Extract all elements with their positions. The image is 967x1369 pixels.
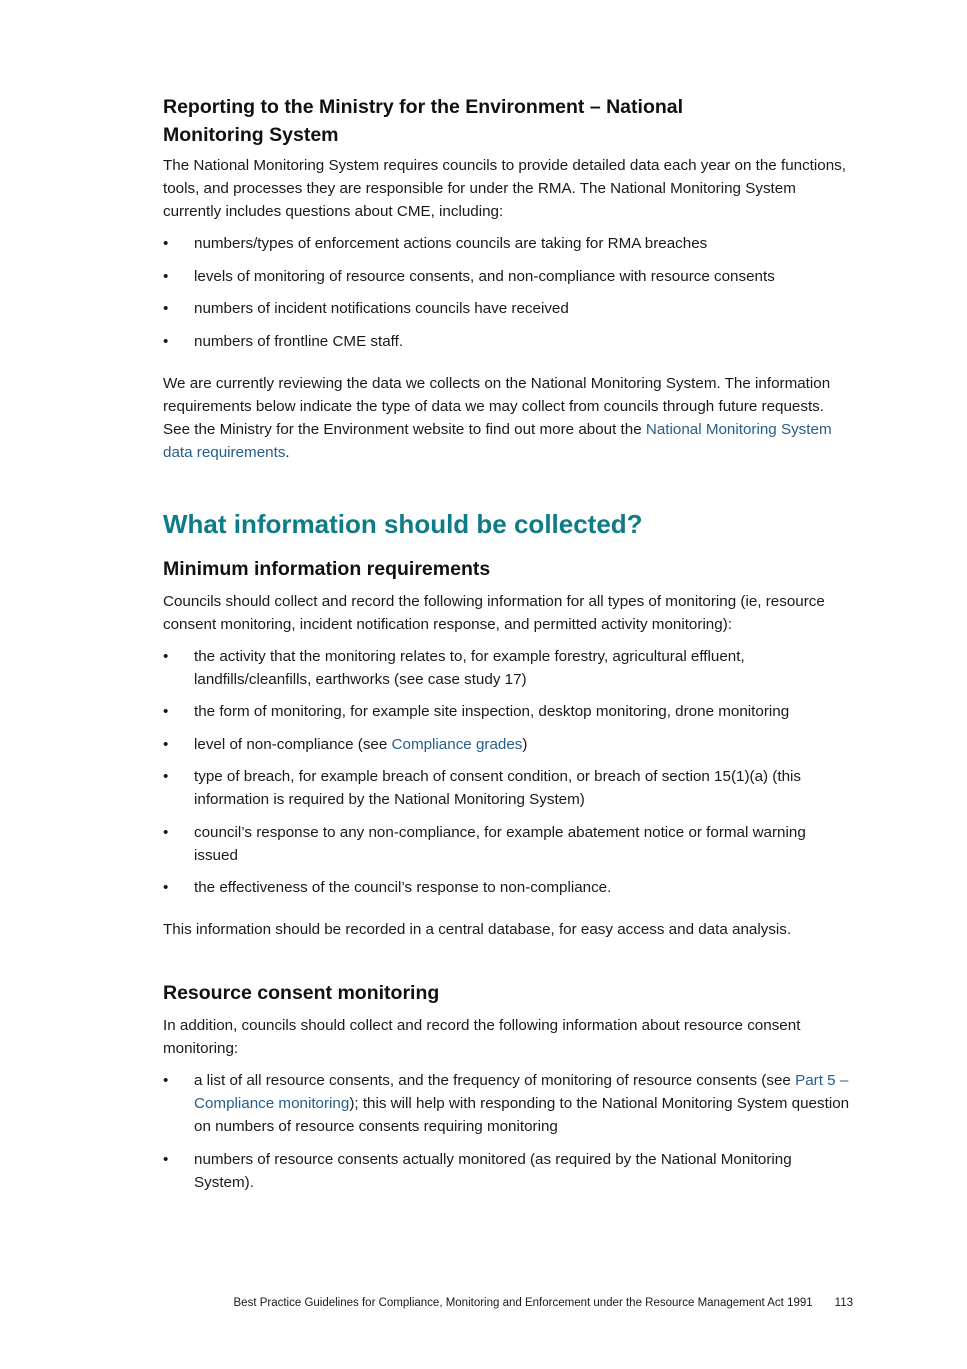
list-item: • the activity that the monitoring relates to, for example forestry, agricultural effluent, landfills/cleanfills, earthworks (see case study 17) (163, 645, 853, 691)
list-item: • a list of all resource consents, and the frequency of monitoring of resource consents (see Part 5 – Compliance monitoring); this will help with responding to the National Monitoring System question on numbers of resource consents requiring monitoring (163, 1069, 853, 1138)
bullet-icon: • (163, 300, 169, 317)
list-item: • the effectiveness of the council’s response to non-compliance. (163, 876, 853, 899)
bullet-icon: • (163, 768, 169, 785)
bullet-icon: • (163, 235, 169, 252)
part5-compliance-monitoring-link[interactable]: Part 5 – Compliance monitoring (194, 1072, 849, 1112)
bullet-icon: • (163, 823, 169, 841)
heading-line-2: Monitoring System (163, 124, 339, 146)
bullet-icon: • (163, 879, 169, 896)
min-req-intro-paragraph: Councils should collect and record the following information for all types of monitoring (ie, resource consent monitoring, incident notification response, and permitted activity monitoring): (163, 592, 825, 633)
list-item: • numbers of frontline CME staff. (163, 330, 853, 353)
review-paragraph: We are currently reviewing the data we collects on the National Monitoring System. The information requirements below indicate the type of data we may collect from councils through future requests. See the Ministry for the Environment website to find out more about the National Monitoring System data requirements. (163, 374, 832, 461)
list-item: • the form of monitoring, for example site inspection, desktop monitoring, drone monitoring (163, 700, 853, 723)
subheading-minimum-requirements: Minimum information requirements (163, 557, 491, 580)
list-item: • numbers/types of enforcement actions councils are taking for RMA breaches (163, 232, 853, 255)
list-item: • council’s response to any non-compliance, for example abatement notice or formal warning issued (163, 821, 853, 867)
list-item: • numbers of incident notifications councils have received (163, 297, 853, 320)
footer-text: Best Practice Guidelines for Compliance, Monitoring and Enforcement under the Resource Management Act 1991 (233, 1297, 813, 1309)
list-item: • numbers of resource consents actually monitored (as required by the National Monitoring System). (163, 1148, 853, 1194)
nms-bullet-list (163, 232, 853, 353)
page-number: 113 (834, 1297, 853, 1309)
bullet-icon: • (163, 332, 169, 350)
section-heading-national-monitoring (163, 93, 853, 149)
min-req-bullet-list (163, 645, 853, 900)
bullet-icon: • (163, 1150, 169, 1168)
page-title: What information should be collected? (163, 508, 643, 539)
list-item: • level of non-compliance (see Compliance grades) (163, 733, 853, 756)
bullet-icon: • (163, 267, 169, 285)
nms-data-requirements-link[interactable]: National Monitoring System data requirements (163, 420, 832, 461)
nms-intro-paragraph: The National Monitoring System requires councils to provide detailed data each year on the functions, tools, and processes they are responsible for under the RMA. The National Monitoring System currently includes questions about CME, including: (163, 157, 846, 220)
rcm-intro-paragraph: In addition, councils should collect and record the following information about resource consent monitoring: (163, 1017, 801, 1057)
rcm-bullet-list (163, 1069, 853, 1194)
bullet-icon: • (163, 735, 169, 753)
page-footer (0, 1297, 853, 1309)
bullet-icon: • (163, 1072, 169, 1089)
list-item: • type of breach, for example breach of consent condition, or breach of section 15(1)(a) (this information is required by the National Monitoring System) (163, 765, 853, 811)
document-page (163, 93, 853, 1194)
compliance-grades-link[interactable]: Compliance grades (391, 735, 523, 753)
subheading-resource-consent-monitoring: Resource consent monitoring (163, 982, 440, 1004)
heading-line-1: Reporting to the Ministry for the Environment – National (163, 96, 684, 118)
bullet-icon: • (163, 703, 169, 720)
list-item: • levels of monitoring of resource consents, and non-compliance with resource consents (163, 265, 853, 288)
database-paragraph: This information should be recorded in a central database, for easy access and data analysis. (163, 921, 792, 938)
bullet-icon: • (163, 647, 169, 665)
